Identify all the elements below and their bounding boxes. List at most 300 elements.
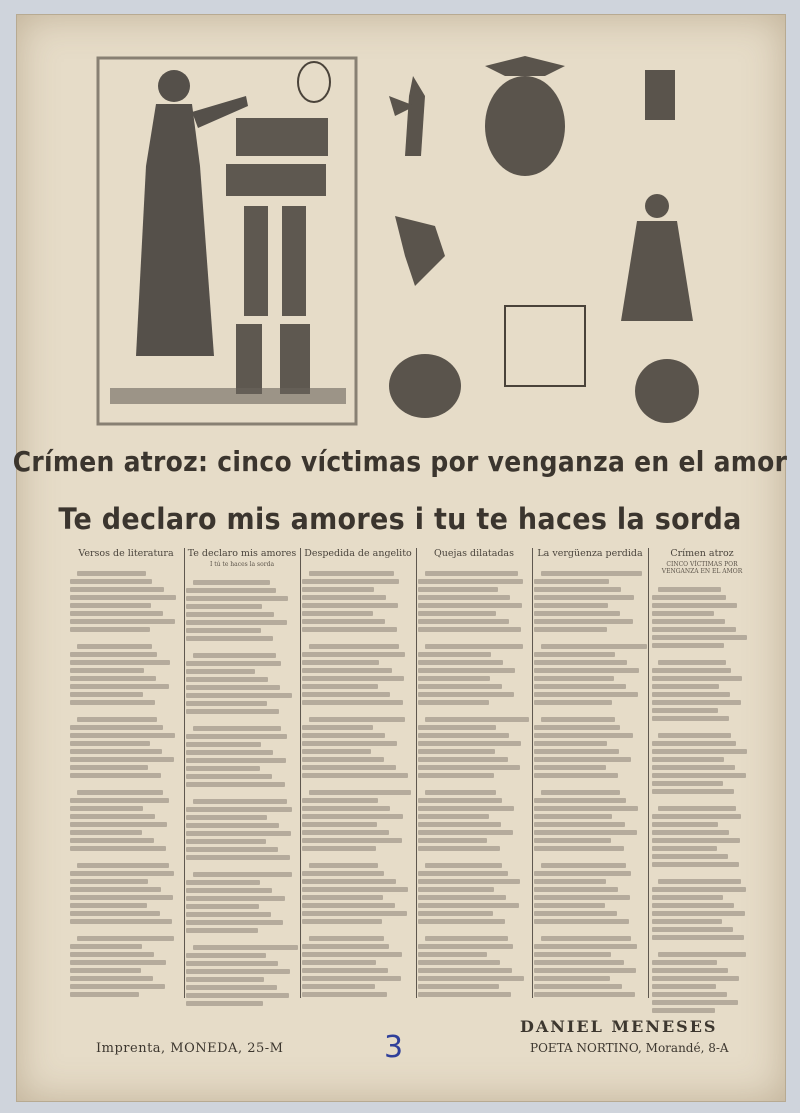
seal-left-icon bbox=[389, 354, 461, 418]
verse-line bbox=[70, 871, 174, 876]
verse-line bbox=[70, 919, 172, 924]
verse-line bbox=[70, 652, 157, 657]
verse-line bbox=[534, 765, 606, 770]
verse-line bbox=[70, 822, 167, 827]
verse-line bbox=[186, 701, 267, 706]
column-divider bbox=[648, 548, 649, 998]
verse-line bbox=[534, 741, 607, 746]
severed-head-icon bbox=[298, 62, 330, 102]
seal-right-icon bbox=[635, 359, 699, 423]
verse-line bbox=[534, 838, 611, 843]
verse-line bbox=[309, 717, 405, 722]
verse-line bbox=[186, 961, 278, 966]
verse-line bbox=[418, 668, 515, 673]
verse-stanza bbox=[186, 726, 298, 787]
verse-stanza bbox=[652, 587, 752, 648]
verse-line bbox=[186, 993, 289, 998]
verse-stanza bbox=[302, 571, 414, 632]
verse-line bbox=[186, 1001, 263, 1006]
verse-line bbox=[652, 895, 723, 900]
verse-line bbox=[418, 725, 496, 730]
poem-column bbox=[186, 548, 298, 1003]
verse-line bbox=[418, 700, 489, 705]
verse-line bbox=[186, 880, 260, 885]
verse-line bbox=[70, 773, 161, 778]
verse-line bbox=[186, 612, 274, 617]
verse-line bbox=[186, 734, 287, 739]
verse-line bbox=[425, 571, 518, 576]
verse-line bbox=[425, 936, 508, 941]
verse-line bbox=[302, 822, 377, 827]
verse-line bbox=[418, 579, 523, 584]
verse-line bbox=[652, 862, 739, 867]
verse-line bbox=[534, 984, 622, 989]
verse-line bbox=[309, 644, 400, 649]
verse-line bbox=[534, 846, 624, 851]
verse-line bbox=[534, 668, 639, 673]
verse-line bbox=[418, 757, 508, 762]
verse-line bbox=[70, 830, 142, 835]
verse-line bbox=[418, 911, 493, 916]
woman-figure-icon bbox=[136, 70, 248, 356]
verse-line bbox=[534, 692, 638, 697]
verse-line bbox=[302, 806, 390, 811]
verse-line bbox=[652, 700, 741, 705]
verse-line bbox=[70, 611, 163, 616]
verse-line bbox=[534, 733, 633, 738]
verse-line bbox=[534, 992, 635, 997]
verse-line bbox=[302, 960, 376, 965]
verse-line bbox=[70, 619, 175, 624]
verse-line bbox=[652, 708, 718, 713]
verse-line bbox=[652, 603, 737, 608]
verse-line bbox=[534, 684, 626, 689]
verse-line bbox=[186, 742, 261, 747]
verse-line bbox=[425, 644, 524, 649]
verse-line bbox=[302, 652, 405, 657]
verse-line bbox=[302, 976, 401, 981]
verse-line bbox=[534, 660, 627, 665]
verse-line bbox=[658, 733, 731, 738]
verse-stanza bbox=[70, 644, 182, 705]
verse-line bbox=[70, 846, 166, 851]
verse-line bbox=[658, 879, 741, 884]
verse-line bbox=[652, 830, 729, 835]
verse-stanza bbox=[186, 580, 298, 641]
verse-line bbox=[652, 611, 714, 616]
verse-line bbox=[186, 920, 283, 925]
verse-line bbox=[534, 798, 626, 803]
verse-line bbox=[534, 611, 620, 616]
verse-line bbox=[541, 644, 647, 649]
verse-line bbox=[652, 854, 728, 859]
verse-line bbox=[302, 749, 371, 754]
verse-line bbox=[652, 935, 744, 940]
verse-line bbox=[302, 733, 385, 738]
verse-line bbox=[302, 984, 375, 989]
printer-imprint: Imprenta, MONEDA, 25-M bbox=[96, 1041, 284, 1056]
verse-line bbox=[652, 822, 718, 827]
verse-line bbox=[70, 887, 161, 892]
verse-line bbox=[425, 717, 529, 722]
verse-line bbox=[70, 668, 144, 673]
cloaked-figure-icon bbox=[621, 194, 693, 321]
verse-line bbox=[302, 611, 373, 616]
verse-line bbox=[534, 619, 633, 624]
verse-stanza bbox=[70, 936, 182, 997]
verse-line bbox=[534, 806, 638, 811]
page-number: 3 bbox=[384, 1030, 404, 1065]
verse-line bbox=[541, 863, 626, 868]
verse-stanza bbox=[652, 806, 752, 867]
verse-stanza bbox=[70, 571, 182, 632]
verse-line bbox=[652, 903, 734, 908]
decorative-vignettes bbox=[375, 56, 705, 426]
column-divider bbox=[300, 548, 301, 998]
verse-line bbox=[193, 945, 298, 950]
verse-stanza bbox=[534, 717, 646, 778]
verse-line bbox=[652, 789, 734, 794]
verse-line bbox=[302, 838, 402, 843]
verse-line bbox=[302, 587, 374, 592]
figure-top-right-icon bbox=[645, 70, 675, 120]
verse-line bbox=[302, 619, 385, 624]
verse-line bbox=[652, 976, 739, 981]
verse-stanza bbox=[186, 872, 298, 933]
verse-line bbox=[534, 903, 605, 908]
column-heading: Quejas dilatadas bbox=[434, 548, 514, 559]
verse-stanza bbox=[418, 863, 530, 924]
verse-line bbox=[652, 814, 741, 819]
verse-line bbox=[70, 911, 160, 916]
verse-line bbox=[534, 830, 637, 835]
verse-line bbox=[534, 871, 631, 876]
verse-line bbox=[541, 936, 632, 941]
verse-line bbox=[302, 879, 396, 884]
verse-line bbox=[186, 588, 276, 593]
verse-line bbox=[534, 879, 606, 884]
verse-line bbox=[302, 700, 403, 705]
verse-stanza bbox=[418, 717, 530, 778]
verse-stanza bbox=[302, 863, 414, 924]
verse-line bbox=[418, 895, 506, 900]
verse-line bbox=[418, 627, 521, 632]
verse-line bbox=[534, 919, 629, 924]
verse-line bbox=[186, 677, 268, 682]
verse-stanza bbox=[186, 653, 298, 714]
verse-line bbox=[652, 741, 736, 746]
verse-line bbox=[302, 911, 407, 916]
verse-line bbox=[186, 896, 285, 901]
verse-line bbox=[534, 944, 637, 949]
verse-line bbox=[541, 790, 621, 795]
verse-line bbox=[534, 579, 609, 584]
verse-line bbox=[658, 660, 726, 665]
verse-line bbox=[186, 985, 277, 990]
column-heading: La vergüenza perdida bbox=[537, 548, 643, 559]
poem-column bbox=[302, 548, 414, 1003]
verse-line bbox=[652, 643, 724, 648]
verse-line bbox=[418, 814, 489, 819]
verse-line bbox=[302, 814, 403, 819]
verse-line bbox=[652, 676, 742, 681]
verse-line bbox=[534, 749, 619, 754]
verse-stanza bbox=[418, 936, 530, 997]
verse-line bbox=[652, 757, 724, 762]
verse-line bbox=[186, 758, 286, 763]
verse-line bbox=[309, 571, 394, 576]
verse-line bbox=[302, 887, 408, 892]
poem-column bbox=[652, 548, 752, 1003]
verse-line bbox=[193, 580, 270, 585]
verse-stanza bbox=[186, 945, 298, 1006]
verse-line bbox=[70, 814, 155, 819]
verse-line bbox=[70, 676, 156, 681]
verse-line bbox=[77, 717, 158, 722]
body-parts-icon bbox=[226, 118, 328, 394]
framed-picture-icon bbox=[505, 306, 585, 386]
verse-line bbox=[70, 903, 147, 908]
verse-line bbox=[418, 919, 505, 924]
verse-line bbox=[70, 627, 150, 632]
verse-stanza bbox=[302, 936, 414, 997]
verse-line bbox=[77, 571, 146, 576]
verse-line bbox=[70, 579, 152, 584]
verse-line bbox=[186, 839, 266, 844]
verse-line bbox=[70, 952, 154, 957]
column-heading: Despedida de angelito bbox=[304, 548, 412, 559]
verse-line bbox=[70, 798, 169, 803]
verse-line bbox=[652, 773, 746, 778]
verse-line bbox=[302, 871, 384, 876]
verse-line bbox=[70, 895, 173, 900]
verse-line bbox=[70, 976, 153, 981]
verse-line bbox=[652, 992, 727, 997]
verse-line bbox=[418, 741, 521, 746]
verse-line bbox=[302, 765, 396, 770]
verse-line bbox=[70, 992, 139, 997]
verse-line bbox=[418, 968, 512, 973]
verse-line bbox=[70, 684, 169, 689]
poem-column bbox=[534, 548, 646, 1003]
verse-line bbox=[70, 838, 154, 843]
verse-line bbox=[186, 774, 272, 779]
verse-line bbox=[418, 798, 502, 803]
verse-line bbox=[652, 960, 717, 965]
verse-line bbox=[652, 984, 716, 989]
verse-line bbox=[418, 992, 511, 997]
verse-line bbox=[302, 660, 379, 665]
verse-line bbox=[309, 863, 378, 868]
verse-stanza bbox=[70, 790, 182, 851]
verse-stanza bbox=[534, 863, 646, 924]
verse-line bbox=[418, 684, 502, 689]
verse-line bbox=[418, 676, 490, 681]
verse-line bbox=[418, 984, 499, 989]
verse-line bbox=[193, 653, 276, 658]
verse-line bbox=[534, 822, 625, 827]
verse-line bbox=[186, 782, 285, 787]
verse-line bbox=[652, 684, 719, 689]
verse-line bbox=[534, 976, 610, 981]
verse-line bbox=[302, 676, 404, 681]
verse-line bbox=[193, 872, 293, 877]
verse-line bbox=[186, 628, 261, 633]
verse-stanza bbox=[652, 660, 752, 721]
verse-line bbox=[186, 904, 259, 909]
coat-of-arms-icon bbox=[485, 56, 565, 176]
verse-line bbox=[534, 700, 612, 705]
verse-line bbox=[418, 773, 494, 778]
verse-line bbox=[309, 790, 411, 795]
verse-line bbox=[186, 620, 287, 625]
verse-line bbox=[541, 717, 615, 722]
verse-line bbox=[418, 838, 487, 843]
verse-line bbox=[70, 587, 164, 592]
verse-line bbox=[70, 944, 142, 949]
main-title: Crímen atroz: cinco víctimas por venganza en el amor bbox=[12, 445, 788, 478]
verse-stanza bbox=[534, 644, 646, 705]
verse-line bbox=[302, 725, 373, 730]
verse-stanza bbox=[534, 936, 646, 997]
verse-line bbox=[186, 823, 279, 828]
verse-line bbox=[77, 863, 169, 868]
verse-line bbox=[186, 928, 258, 933]
verse-line bbox=[70, 757, 174, 762]
verse-line bbox=[418, 879, 520, 884]
verse-line bbox=[652, 627, 736, 632]
verse-stanza bbox=[70, 863, 182, 924]
verse-line bbox=[302, 579, 399, 584]
verse-line bbox=[418, 806, 514, 811]
verse-line bbox=[425, 790, 497, 795]
verse-line bbox=[652, 668, 731, 673]
column-heading: Te declaro mis amores bbox=[187, 548, 297, 559]
verse-stanza bbox=[418, 790, 530, 851]
poem-columns bbox=[70, 548, 750, 1003]
verse-line bbox=[652, 968, 728, 973]
verse-stanza bbox=[652, 733, 752, 794]
verse-line bbox=[652, 919, 722, 924]
verse-line bbox=[302, 968, 388, 973]
verse-line bbox=[534, 587, 621, 592]
verse-line bbox=[534, 814, 612, 819]
verse-line bbox=[652, 1000, 738, 1005]
verse-line bbox=[77, 644, 152, 649]
verse-line bbox=[70, 960, 166, 965]
verse-line bbox=[302, 741, 397, 746]
verse-line bbox=[652, 692, 730, 697]
verse-line bbox=[652, 927, 733, 932]
verse-line bbox=[658, 952, 746, 957]
verse-line bbox=[652, 838, 740, 843]
author-address: POETA NORTINO, Morandé, 8-A bbox=[530, 1041, 729, 1055]
verse-line bbox=[302, 830, 389, 835]
verse-line bbox=[70, 692, 143, 697]
verse-stanza bbox=[302, 790, 414, 851]
column-divider bbox=[184, 548, 185, 998]
verse-line bbox=[70, 806, 143, 811]
verse-line bbox=[186, 953, 266, 958]
verse-line bbox=[186, 847, 278, 852]
verse-line bbox=[302, 668, 392, 673]
verse-line bbox=[652, 635, 747, 640]
verse-line bbox=[193, 799, 287, 804]
verse-line bbox=[186, 604, 262, 609]
verse-line bbox=[70, 984, 165, 989]
verse-line bbox=[418, 887, 494, 892]
verse-line bbox=[652, 716, 729, 721]
poem-column bbox=[418, 548, 530, 1003]
verse-line bbox=[534, 652, 615, 657]
verse-line bbox=[418, 830, 513, 835]
verse-line bbox=[302, 846, 376, 851]
verse-stanza bbox=[302, 717, 414, 778]
verse-line bbox=[652, 781, 723, 786]
verse-stanza bbox=[534, 790, 646, 851]
column-divider bbox=[532, 548, 533, 998]
verse-stanza bbox=[652, 879, 752, 940]
verse-line bbox=[302, 919, 382, 924]
verse-line bbox=[309, 936, 384, 941]
verse-line bbox=[302, 757, 384, 762]
verse-line bbox=[70, 749, 162, 754]
verse-line bbox=[186, 766, 260, 771]
verse-line bbox=[77, 936, 174, 941]
verse-line bbox=[418, 587, 498, 592]
verse-line bbox=[418, 846, 500, 851]
verse-line bbox=[186, 807, 292, 812]
column-heading: Crímen atroz bbox=[670, 548, 734, 559]
verse-line bbox=[70, 968, 141, 973]
verse-line bbox=[193, 726, 281, 731]
verse-line bbox=[302, 952, 402, 957]
verse-line bbox=[425, 863, 502, 868]
verse-line bbox=[186, 888, 272, 893]
verse-line bbox=[77, 790, 163, 795]
verse-line bbox=[186, 661, 281, 666]
woodcut-crime-scene bbox=[96, 56, 358, 426]
verse-line bbox=[652, 846, 717, 851]
verse-line bbox=[534, 887, 618, 892]
verse-line bbox=[652, 749, 747, 754]
verse-line bbox=[418, 733, 509, 738]
verse-line bbox=[658, 806, 736, 811]
verse-line bbox=[186, 669, 255, 674]
verse-line bbox=[418, 652, 491, 657]
verse-line bbox=[302, 895, 383, 900]
verse-line bbox=[652, 619, 725, 624]
verse-line bbox=[302, 798, 378, 803]
verse-stanza bbox=[418, 571, 530, 632]
verse-line bbox=[302, 773, 408, 778]
verse-line bbox=[418, 692, 514, 697]
verse-line bbox=[652, 595, 726, 600]
verse-line bbox=[70, 725, 163, 730]
verse-line bbox=[302, 992, 387, 997]
verse-line bbox=[418, 976, 524, 981]
verse-line bbox=[70, 765, 148, 770]
verse-line bbox=[186, 693, 292, 698]
verse-line bbox=[534, 911, 617, 916]
verse-line bbox=[534, 757, 631, 762]
verse-line bbox=[70, 595, 176, 600]
verse-line bbox=[186, 815, 267, 820]
verse-line bbox=[302, 595, 386, 600]
verse-line bbox=[658, 587, 721, 592]
verse-line bbox=[302, 603, 398, 608]
verse-line bbox=[534, 595, 634, 600]
